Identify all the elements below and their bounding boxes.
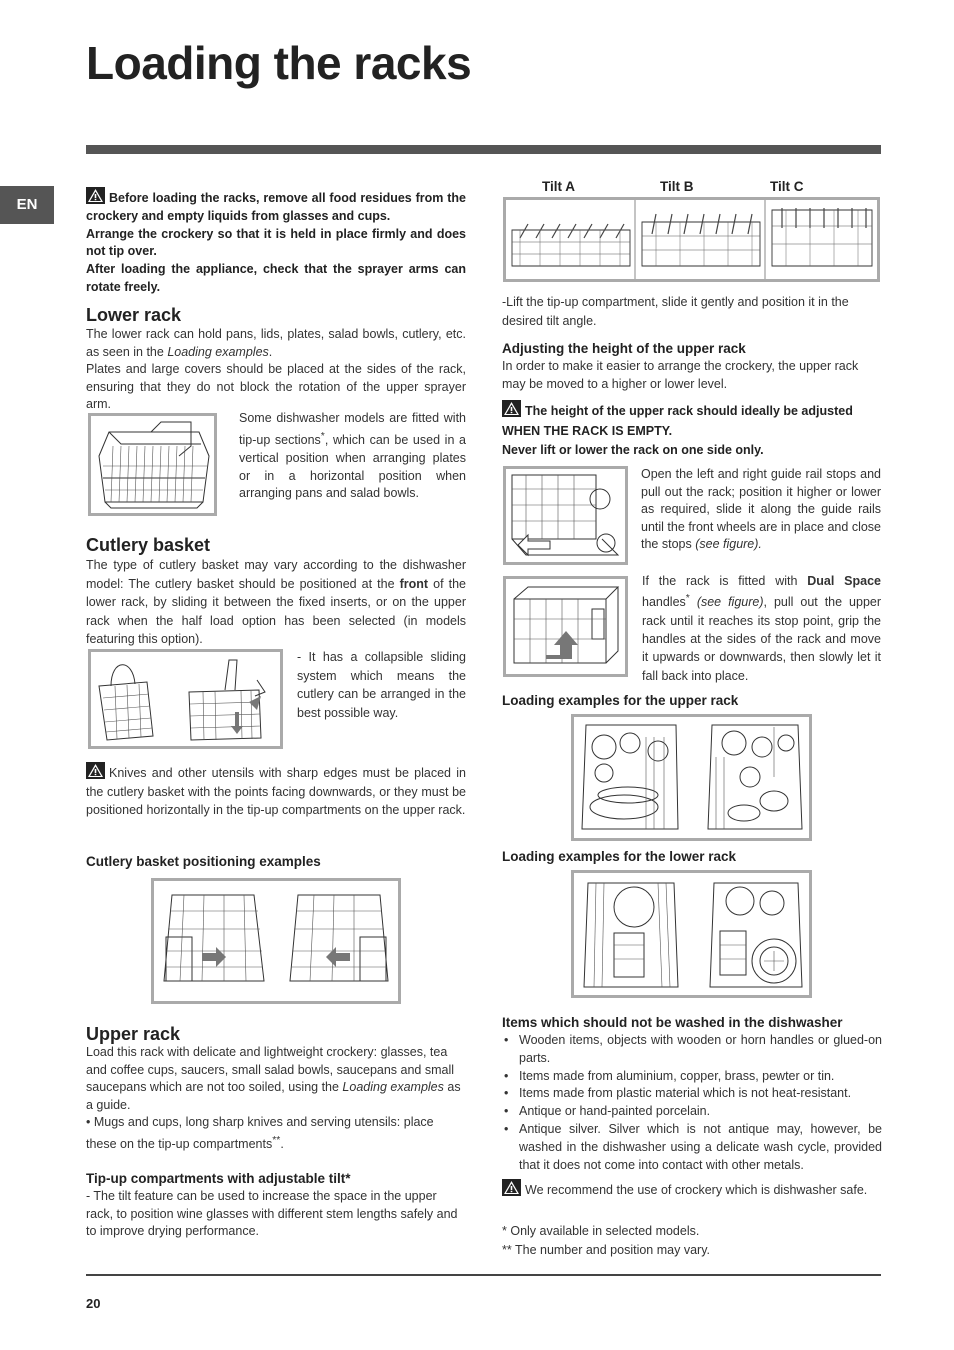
cutlery-basket-text <box>86 556 466 649</box>
footnotes <box>502 1222 882 1260</box>
page-title: Loading the racks <box>86 37 472 89</box>
tip-up-sections-text <box>239 410 466 503</box>
tilt-b-label: Tilt B <box>660 179 694 194</box>
warning-icon <box>502 400 521 417</box>
lower-rack-p2: Plates and large covers should be placed at the sides of the rack, ensuring that they do not block the rotation of the upper sprayer arm. <box>86 362 466 411</box>
intro-text-1: Before loading the racks, remove all food residues from the crockery and empty liquids from glasses and cups. <box>86 191 466 223</box>
tilt-a-label: Tilt A <box>542 179 575 194</box>
dual-space-text <box>642 572 881 685</box>
tip-up-heading: Tip-up compartments with adjustable tilt* <box>86 1171 351 1186</box>
upper-rack-examples-figure <box>571 714 812 841</box>
footnote-stars: ** <box>272 1134 281 1146</box>
guide-rail-figure <box>503 466 628 565</box>
warning-icon <box>86 187 105 204</box>
upper-rack-examples-illustration <box>574 717 809 838</box>
dishwasher-safe-recommendation <box>502 1179 882 1200</box>
sharp-utensils-text: Knives and other utensils with sharp edges must be placed in the cutlery basket with the points facing downwards, or they must be positioned horizontally in the tip-up compartments on the upper rack. <box>86 766 466 817</box>
adjust-height-warning <box>502 400 882 461</box>
list-item: • Antique or hand-painted porcelain. <box>502 1103 882 1121</box>
lower-rack-figure <box>88 413 217 516</box>
upper-rack-p2: • Mugs and cups, long sharp knives and serving utensils: place these on the tip-up compartments <box>86 1115 434 1151</box>
dual-space-em: (see figure) <box>689 595 764 610</box>
sharp-utensils-warning <box>86 762 466 820</box>
page-number: 20 <box>86 1296 101 1311</box>
guide-rail-illustration <box>506 469 625 562</box>
list-item: • Antique silver. Silver which is not antique may, however, be washed in the dishwasher using a delicate wash cycle, provided that it does not come into contact with other metals. <box>502 1121 882 1174</box>
footer-rule <box>86 1274 881 1276</box>
dual-space-illustration <box>506 579 625 674</box>
cutlery-basket-illustration <box>91 652 280 746</box>
tip-up-text-a: Some dishwasher models are fitted with tip-up sections <box>239 411 466 447</box>
tip-up-text-b: , which can be used in a vertical position when arranging plates or in a horizontal position when arranging pans and salad bowls. <box>239 432 466 501</box>
lower-rack-p1-em: Loading examples <box>167 344 269 359</box>
dual-space-bold: Dual Space <box>807 574 881 588</box>
tilt-illustration <box>506 200 877 279</box>
lower-rack-examples-heading: Loading examples for the lower rack <box>502 849 737 864</box>
guide-rail-text-a: Open the left and right guide rail stops and pull out the rack; position it higher or lower as required, slide it along the guide rails until the front wheels are in place and close the stops <box>641 467 881 551</box>
lower-rack-p1-end: . <box>268 344 273 359</box>
adjust-warning-text-1: The height of the upper rack should ideally be adjusted WHEN THE RACK IS EMPTY. <box>502 404 853 438</box>
title-rule <box>86 145 881 154</box>
dual-space-figure <box>503 576 628 677</box>
recommend-text: We recommend the use of crockery which is dishwasher safe. <box>525 1183 868 1197</box>
lower-rack-illustration <box>91 416 214 513</box>
adjust-warning-text-2: Never lift or lower the rack on one side only. <box>502 443 764 457</box>
lower-rack-heading: Lower rack <box>86 305 182 325</box>
tilt-c-label: Tilt C <box>770 179 804 194</box>
not-washed-heading: Items which should not be washed in the dishwasher <box>502 1015 843 1030</box>
footnote-2: The number and position may vary. <box>511 1243 710 1257</box>
intro-text-2: Arrange the crockery so that it is held in place firmly and does not tip over. <box>86 226 466 259</box>
footnote-star: * <box>320 430 325 442</box>
cutlery-text-a: The type of cutlery basket may vary according to the dishwasher model: The cutlery basket should be positioned at the <box>86 558 466 591</box>
not-washed-list <box>502 1032 882 1174</box>
footnote-star: * <box>685 593 690 605</box>
lower-rack-examples-illustration <box>574 873 809 995</box>
tip-up-text: - The tilt feature can be used to increase the space in the upper rack, to position wine glasses with different stem lengths safely and to improve drying performance. <box>86 1189 458 1238</box>
lower-rack-p1: The lower rack can hold pans, lids, plates, salad bowls, cutlery, etc. as seen in the <box>86 327 466 359</box>
dual-space-text-b: handles <box>642 595 686 610</box>
dual-space-text-a: If the rack is fitted with <box>642 574 808 588</box>
cutlery-basket-heading: Cutlery basket <box>86 535 211 555</box>
cutlery-positioning-illustration <box>154 881 398 1001</box>
footnote-stars: ** <box>502 1243 512 1257</box>
cutlery-positioning-heading: Cutlery basket positioning examples <box>86 854 321 869</box>
upper-rack-p1-em: Loading examples <box>342 1080 444 1094</box>
list-item: • Wooden items, objects with wooden or horn handles or glued-on parts. <box>502 1032 882 1068</box>
cutlery-positioning-figure <box>151 878 401 1004</box>
footnote-1: Only available in selected models. <box>506 1224 700 1238</box>
cutlery-basket-figure <box>88 649 283 749</box>
adjust-height-text: In order to make it easier to arrange the crockery, the upper rack may be moved to a higher or lower level. <box>502 359 859 391</box>
language-tab: EN <box>0 186 54 224</box>
adjust-height-heading: Adjusting the height of the upper rack <box>502 341 746 356</box>
upper-rack-p2-end: . <box>280 1136 284 1151</box>
lower-rack-examples-figure <box>571 870 812 998</box>
cutlery-text-b: of the lower rack, by sliding it between the fixed inserts, or on the upper rack when the half load option has been selected (in models featuring this option). <box>86 576 466 646</box>
warning-icon <box>502 1179 521 1196</box>
list-item: • Items made from aluminium, copper, brass, pewter or tin. <box>502 1068 882 1086</box>
cutlery-text-bold: front <box>399 576 429 591</box>
upper-rack-examples-heading: Loading examples for the upper rack <box>502 693 739 708</box>
tilt-figure <box>503 197 880 282</box>
intro-text-3: After loading the appliance, check that the sprayer arms can rotate freely. <box>86 262 466 294</box>
footnote-star: * <box>502 1224 507 1238</box>
warning-icon <box>86 762 105 779</box>
upper-rack-p1-end: as a guide. <box>86 1080 461 1112</box>
guide-rail-text <box>641 466 881 554</box>
intro-warning <box>86 187 466 297</box>
upper-rack-p1: Load this rack with delicate and lightweight crockery: glasses, tea and coffee cups, saucers, small salad bowls, saucepans and small saucepans which are not too soiled, using the <box>86 1045 455 1094</box>
list-item: • Items made from plastic material which is not heat-resistant. <box>502 1085 882 1103</box>
tilt-instruction-text: -Lift the tip-up compartment, slide it gently and position it in the desired tilt angle. <box>502 295 849 328</box>
dual-space-text-c: , pull out the upper rack until it reaches its stop point, grip the handles at the sides of the rack and move it upwards or downwards, then slowly let it fall back into place. <box>642 595 882 683</box>
upper-rack-heading: Upper rack <box>86 1024 181 1044</box>
upper-rack-text <box>86 1044 466 1153</box>
guide-rail-text-em: (see figure). <box>695 537 762 551</box>
lower-rack-text <box>86 326 466 414</box>
cutlery-sliding-text: - It has a collapsible sliding system which means the cutlery can be arranged in the best possible way. <box>297 650 466 720</box>
